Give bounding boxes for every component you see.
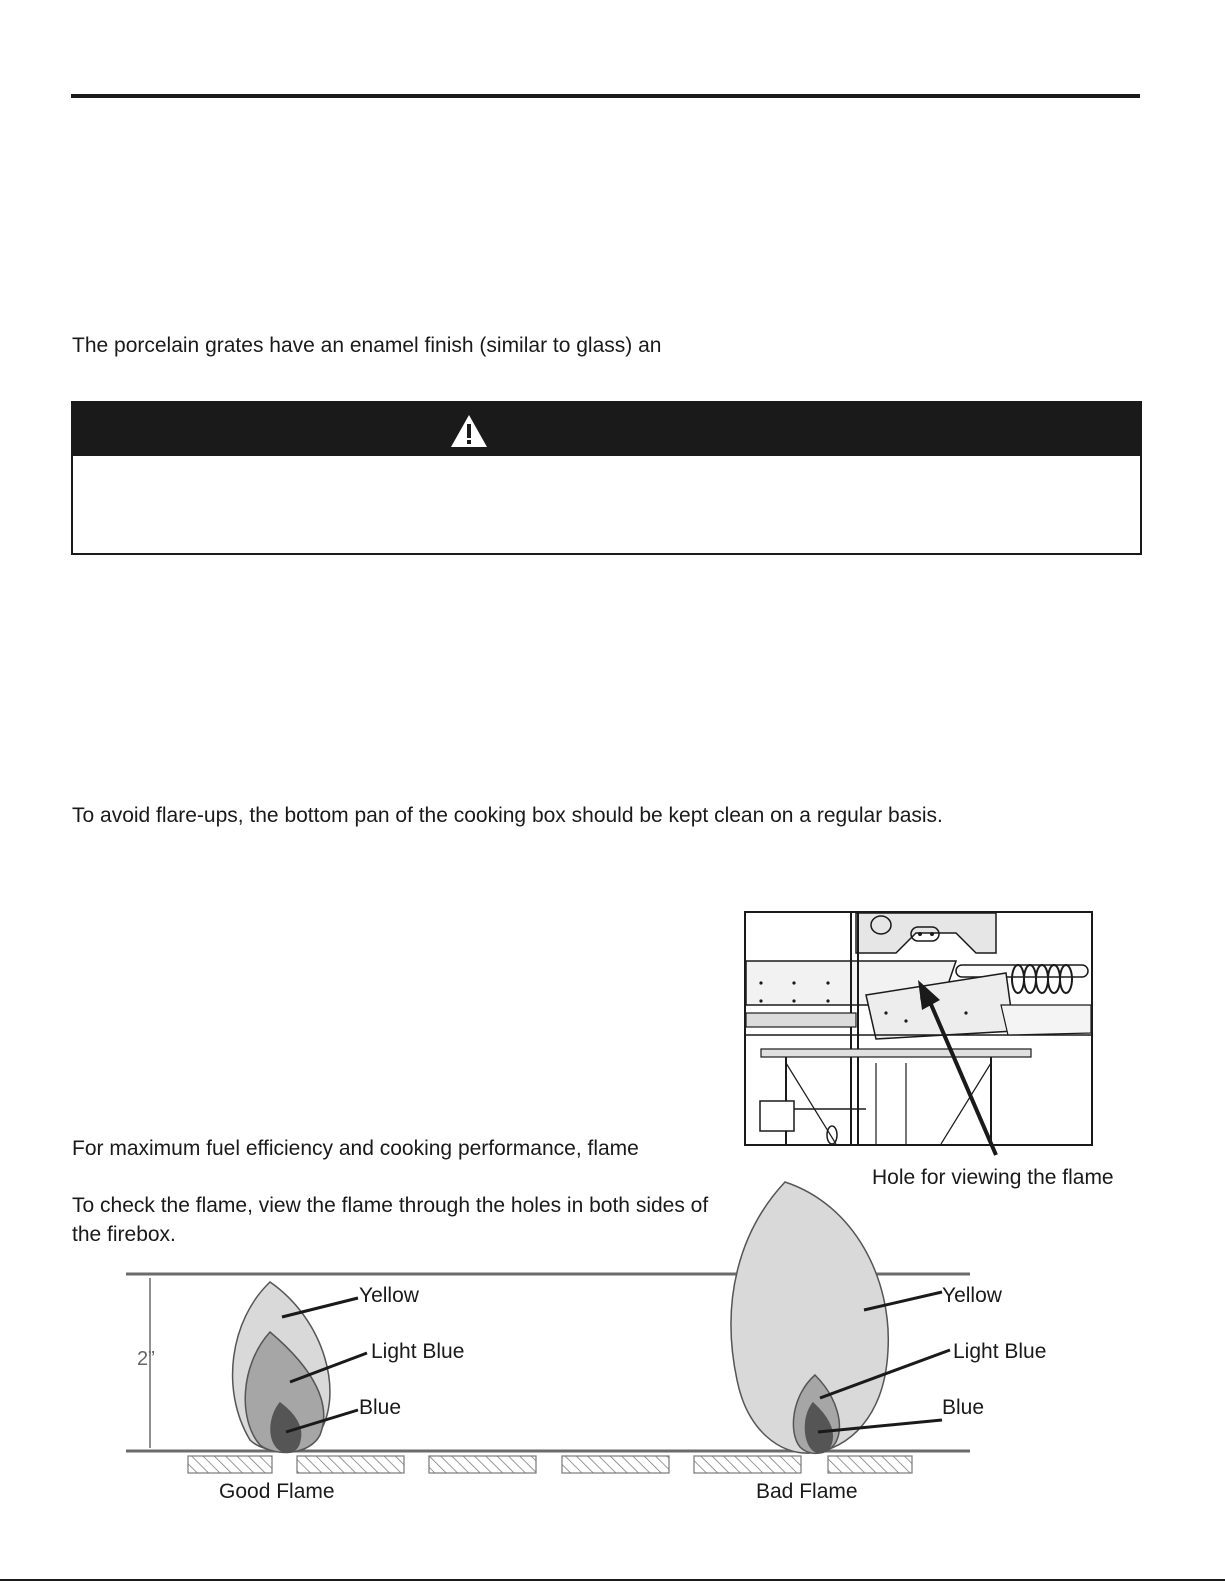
paragraph-flareups: To avoid flare-ups, the bottom pan of the cooking box should be kept clean on a regular basis. bbox=[72, 804, 943, 827]
bad-light-blue-label: Light Blue bbox=[953, 1340, 1047, 1363]
bad-blue-label: Blue bbox=[942, 1396, 985, 1419]
viewing-hole-arrow bbox=[900, 980, 1020, 1160]
burner-ports bbox=[188, 1456, 912, 1473]
photo-caption: Hole for viewing the flame bbox=[872, 1166, 1114, 1189]
good-light-blue-label: Light Blue bbox=[371, 1340, 465, 1363]
good-yellow-label: Yellow bbox=[359, 1284, 419, 1307]
bad-flame-caption: Bad Flame bbox=[756, 1480, 858, 1503]
warning-box bbox=[71, 401, 1142, 555]
warning-triangle-icon bbox=[449, 413, 489, 449]
dimension-label: 2” bbox=[137, 1348, 155, 1370]
footer-rule bbox=[0, 1579, 1225, 1581]
bad-yellow-label: Yellow bbox=[942, 1284, 1002, 1307]
paragraph-check-flame: To check the flame, view the flame through the holes in both sides of the firebox. bbox=[72, 1194, 709, 1246]
paragraph-efficiency: For maximum fuel efficiency and cooking performance, flame bbox=[72, 1137, 639, 1160]
good-blue-label: Blue bbox=[359, 1396, 402, 1419]
good-flame-caption: Good Flame bbox=[219, 1480, 335, 1503]
flame-diagram bbox=[120, 1170, 1000, 1515]
bad-flame bbox=[731, 1182, 888, 1453]
header-rule bbox=[71, 94, 1140, 98]
paragraph-grates: The porcelain grates have an enamel finish (similar to glass) an bbox=[72, 334, 662, 357]
warning-header-bar bbox=[73, 403, 1140, 456]
